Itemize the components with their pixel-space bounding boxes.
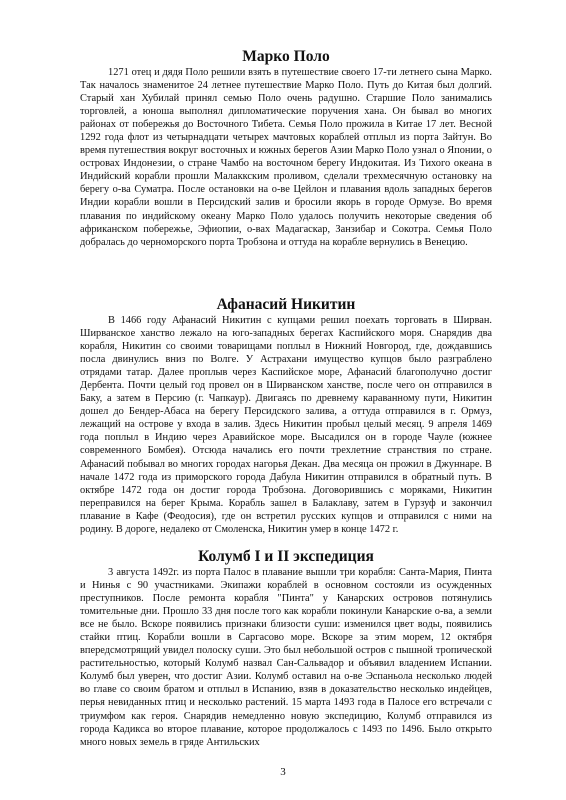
page-number: 3 — [280, 766, 286, 778]
section-paragraph: В 1466 году Афанасий Никитин с купцами решил поехать торговать в Ширван. Ширванское ханство лежало на юго-западных берегах Каспийского моря. Снарядив два корабля, Никитин со своими товарищами поплыл в Нижний Новгород, где, дождавшись посла двинулись вниз по Волге. У Астрахани имущество купцов было разграблено отрядами татар. Далее проплыв через Каспийское море, Афанасий благополучно достиг Дербента. Почти целый год провел он в Ширванском ханстве, после чего он отправился в Баку, а затем в Персию (г. Чапкаур). Двигаясь по древнему караванному пути, Никитин дошел до Бендер-Абаса на берегу Персидского залива, а оттуда отправился в г. Ормуз, лежащий на острове у входа в залив. Здесь Никитин пробыл целый месяц. 9 апреля 1469 года поплыл в Индию через Аравийское море. Высадился он в городе Чауле (южнее современного Бомбея). Отсюда начались его почти трехлетние странствия по стране. Афанасий побывал во многих городах нагорья Декан. Два месяца он прожил в Джуннаре. В начале 1472 года из приморского города Дабула Никитин отправился в обратный путь. В октябре 1472 года он достиг города Тробзона. Договорившись с моряками, Никитин переправился на берег Крыма. Корабль зашел в Балаклаву, затем в Гурзуф и закончил плавание в Кафе (Феодосия), где он встретил русских купцов и отправился с ними на родину. В дороге, недалеко от Смоленска, Никитин умер в конце 1472 г. — [80, 315, 492, 535]
section-paragraph: 1271 отец и дядя Поло решили взять в путешествие своего 17-ти летнего сына Марко. Так началось знаменитое 24 летнее путешествие Марко Поло. Путь до Китая был долгий. Старый хан Хубилай принял семью Поло очень радушно. Старшие Поло занимались торговлей, а юноша выполнял дипломатические поручения хана. Он бывал во многих районах от побережья до Восточного Тибета. Семья Поло прожила в Китае 17 лет. Весной 1292 года флот из четырнадцати четырех мачтовых кораблей отплыл из порта Зайтун. Во время путешествия вокруг восточных и южных берегов Азии Марко Поло узнал о Японии, о островах Индонезии, о стране Чамбо на восточном берегу Индокитая. Из Тихого океана в Индийский корабли прошли Малаккским проливом, сделали трехмесячную остановку на берегу о-ва Суматра. После остановки на о-ве Цейлон и плавания вдоль западных берегов Индии корабли вошли в Персидский залив и бросили якорь в городе Ормузе. Во время плавания по индийскому океану Марко Поло удалось получить некоторые сведения об африканском побережье, Эфиопии, о-вах Мадагаскар, Занзибар и Сокотра. Семья Поло добралась до черноморского порта Тробзона и оттуда на корабле вернулись в Венецию. — [80, 67, 492, 248]
section-title: Афанасий Никитин — [216, 296, 356, 313]
section-title: Марко Поло — [242, 48, 330, 65]
section-columbus — [80, 548, 492, 749]
page-content — [80, 48, 492, 749]
section-marco-polo — [80, 48, 492, 286]
section-afanasy-nikitin — [80, 296, 492, 538]
section-paragraph: 3 августа 1492г. из порта Палос в плавание вышли три корабля: Санта-Мария, Пинта и Нинья с 90 участниками. Экипажи кораблей в основном состояли из осужденных преступников. После ремонта корабля "Пинта" у Канарских островов потянулись томительные дни. Прошло 33 дня после того как корабли покинули Канарские о-ва, а земли все не было. Вскоре появились признаки близости суши: изменился цвет воды, появились стайки птиц. Корабли вошли в Саргасово море. Вскоре за этим морем, 12 октября впередсмотрящий увидел полоску суши. Это был небольшой остров с пышной тропической растительностью, который Колумб назвал Сан-Сальвадор и объявил владением Испании. Колумб был уверен, что достиг Азии. Колумб оставил на о-ве Эспаньола несколько людей во главе со своим братом и отплыл в Испанию, взяв в доказательство несколько индейцев, перья невиданных птиц и несколько растений. 15 марта 1493 года в Палосе его встречали с триумфом как героя. Снарядив немедленно новую экспедицию, Колумб отправился из города Кадикса во второе плавание, которое продолжалось с 1493 по 1496. Было открыто много новых земель в гряде Антильских — [80, 567, 492, 748]
section-title: Колумб I и II экспедиция — [198, 548, 374, 565]
